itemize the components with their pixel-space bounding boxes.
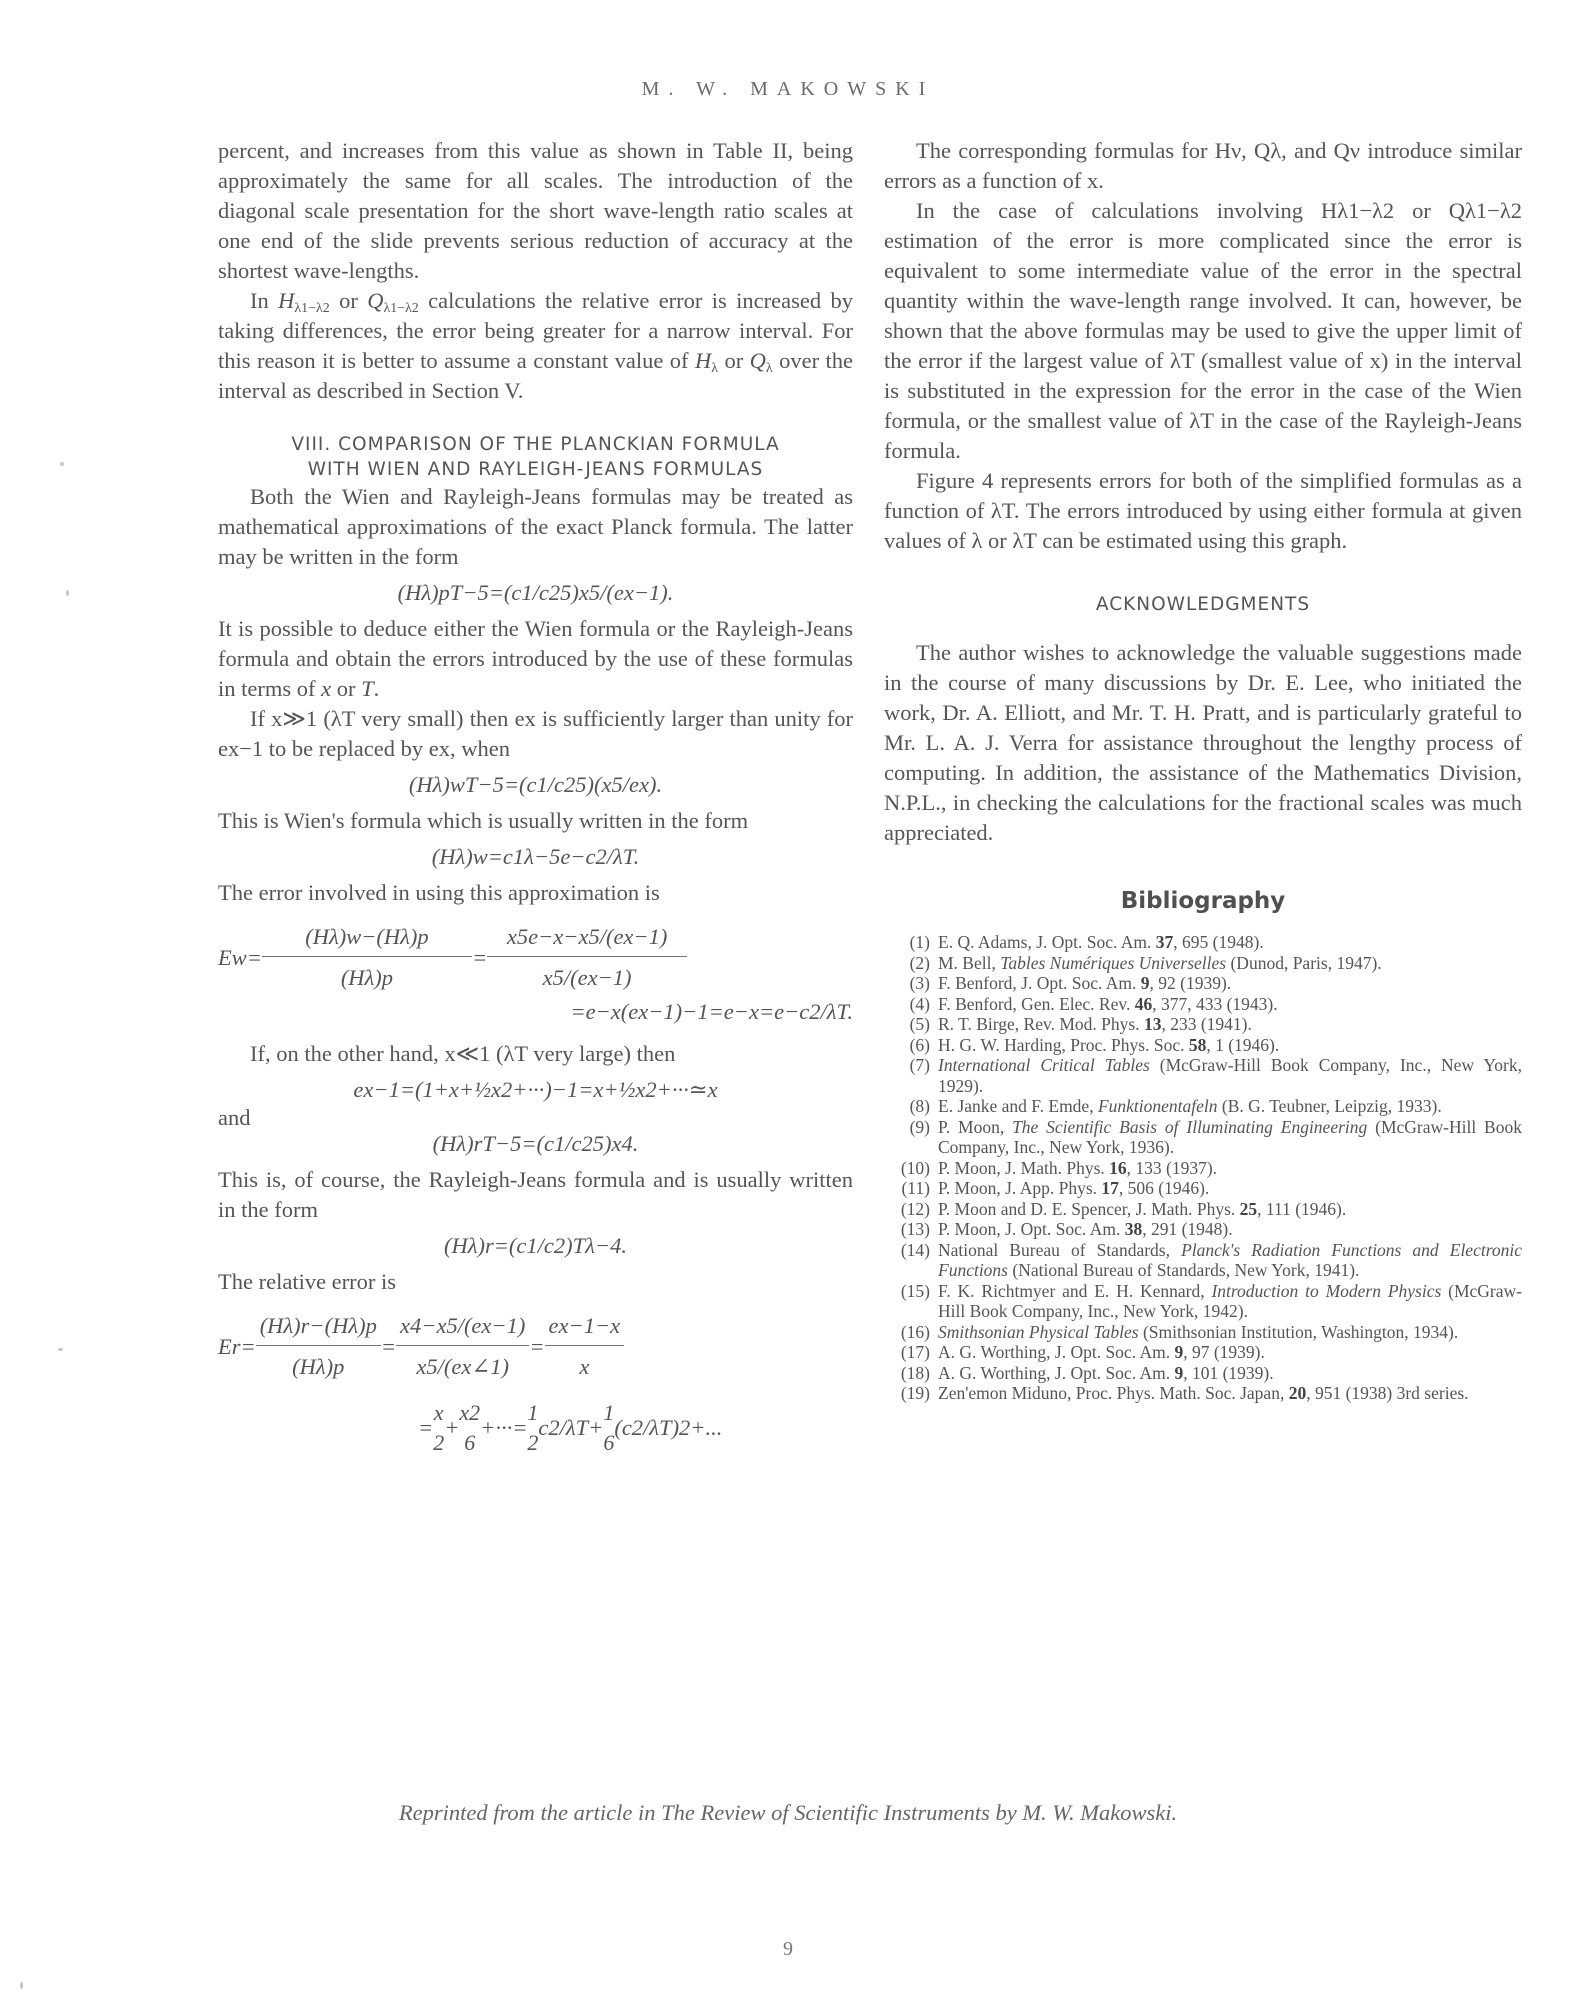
bibliography-item bbox=[884, 1240, 1522, 1281]
reference-number: (6) bbox=[909, 1034, 930, 1055]
text: or bbox=[331, 676, 362, 701]
reference-details: , 951 (1938) 3rd series. bbox=[1306, 1383, 1469, 1403]
equation-rj-2: (Hλ)r=(c1/c2)Tλ−4. bbox=[444, 1233, 627, 1258]
reference-details: , 101 (1939). bbox=[1183, 1362, 1274, 1383]
reference-details: , 92 (1939). bbox=[1149, 973, 1232, 993]
equation-rj-1: (Hλ)rT−5=(c1/c25)x4. bbox=[432, 1131, 639, 1156]
denominator: (Hλ)p bbox=[292, 1354, 345, 1379]
reference-text bbox=[938, 1342, 1522, 1363]
reference-number: (13) bbox=[900, 1219, 930, 1239]
reference-authors: Zen'emon Miduno, Proc. Phys. Math. Soc. Japan, bbox=[938, 1383, 1289, 1403]
reference-volume: 17 bbox=[1101, 1178, 1119, 1198]
reference-authors: F. K. Richtmyer and E. H. Kennard, bbox=[938, 1280, 1212, 1301]
math-sub: λ bbox=[711, 361, 718, 377]
math-var: H bbox=[278, 288, 295, 313]
paragraph: The relative error is bbox=[218, 1269, 397, 1294]
denominator: 6 bbox=[464, 1430, 476, 1455]
reference-text bbox=[938, 973, 1522, 994]
reference-title: Funktionentafeln bbox=[1097, 1096, 1218, 1116]
reference-text bbox=[938, 1096, 1522, 1117]
reference-authors: National Bureau of Standards, bbox=[938, 1239, 1182, 1260]
fraction bbox=[262, 922, 472, 993]
reference-title: Smithsonian Physical Tables bbox=[938, 1321, 1139, 1342]
reference-details: (McGraw-Hill Book Company, Inc., New York, 1929). bbox=[938, 1055, 1522, 1096]
fraction bbox=[459, 1398, 480, 1458]
fraction bbox=[527, 1398, 538, 1458]
denominator: 2 bbox=[433, 1430, 445, 1455]
reference-volume: 9 bbox=[1140, 973, 1150, 993]
equals-sign: = bbox=[418, 1415, 434, 1440]
numerator: x2 bbox=[459, 1400, 481, 1425]
right-column bbox=[884, 136, 1522, 1404]
reference-number: (12) bbox=[900, 1198, 930, 1219]
bibliography-item bbox=[884, 1322, 1522, 1343]
math-sub: λ bbox=[765, 361, 773, 377]
reference-text bbox=[938, 932, 1522, 953]
reference-authors: A. G. Worthing, J. Opt. Soc. Am. bbox=[938, 1342, 1175, 1362]
math-text: c2/λT+ bbox=[538, 1415, 604, 1440]
reference-text bbox=[938, 1055, 1522, 1096]
paragraph: Both the Wien and Rayleigh-Jeans formulas may be treated as mathematical approximations of the exact Planck formula. The latter may be written in the form bbox=[218, 484, 853, 569]
acknowledgments-heading: ACKNOWLEDGMENTS bbox=[1095, 594, 1311, 615]
denominator: 2 bbox=[527, 1430, 539, 1455]
reference-authors: H. G. W. Harding, Proc. Phys. Soc. bbox=[938, 1034, 1189, 1055]
paragraph bbox=[218, 614, 853, 704]
numerator: x5e−x−x5/(ex−1) bbox=[487, 922, 687, 957]
paragraph: and bbox=[218, 1105, 251, 1130]
bibliography-item bbox=[884, 1096, 1522, 1117]
reference-number: (2) bbox=[909, 952, 930, 973]
equation-rj-error-line2 bbox=[218, 1398, 853, 1458]
reference-volume: 9 bbox=[1174, 1362, 1184, 1383]
fraction bbox=[603, 1398, 614, 1458]
reference-details: (Dunod, Paris, 1947). bbox=[1226, 952, 1382, 973]
reference-volume: 38 bbox=[1124, 1219, 1143, 1239]
equation-wien-error bbox=[218, 922, 853, 993]
reference-number: (11) bbox=[901, 1178, 930, 1198]
reference-text bbox=[938, 1199, 1522, 1220]
reference-volume: 9 bbox=[1174, 1342, 1184, 1362]
reference-authors: R. T. Birge, Rev. Mod. Phys. bbox=[938, 1014, 1144, 1034]
reference-number: (8) bbox=[909, 1096, 930, 1116]
bibliography-item bbox=[884, 932, 1522, 953]
equals-sign: = bbox=[380, 1333, 397, 1359]
reference-volume: 13 bbox=[1143, 1014, 1162, 1034]
reference-details: , 133 (1937). bbox=[1126, 1157, 1218, 1178]
math-lhs: Ew= bbox=[218, 944, 262, 970]
bibliography-item bbox=[884, 1363, 1522, 1384]
numerator: ex−1−x bbox=[545, 1311, 625, 1346]
reference-number: (4) bbox=[909, 993, 930, 1014]
reference-number: (1) bbox=[909, 932, 930, 952]
reference-text bbox=[938, 1158, 1522, 1179]
reference-authors: P. Moon, J. Opt. Soc. Am. bbox=[938, 1219, 1125, 1239]
fraction bbox=[256, 1311, 381, 1382]
text: It is possible to deduce either the Wien formula or the Rayleigh-Jeans formula and obtain the errors introduced by the use of these formulas in terms of bbox=[218, 616, 853, 701]
equation-series: ex−1=(1+x+½x2+···)−1=x+½x2+···≃x bbox=[353, 1077, 718, 1102]
reference-text bbox=[938, 1322, 1522, 1343]
reference-details: , 1 (1946). bbox=[1206, 1034, 1280, 1055]
scan-speck bbox=[20, 1982, 23, 1989]
math-var: H bbox=[694, 348, 712, 373]
denominator: (Hλ)p bbox=[340, 965, 394, 990]
paragraph: This is Wien's formula which is usually written in the form bbox=[218, 808, 749, 833]
paragraph: If x≫1 (λT very small) then ex is sufficiently larger than unity for ex−1 to be replaced by ex, when bbox=[218, 706, 853, 761]
reference-authors: P. Moon, J. Math. Phys. bbox=[938, 1157, 1110, 1178]
reference-title: Tables Numériques Universelles bbox=[1000, 952, 1227, 973]
reference-text bbox=[938, 1219, 1522, 1240]
reference-details: , 233 (1941). bbox=[1161, 1014, 1252, 1034]
reference-details: (National Bureau of Standards, New York, 1941). bbox=[1008, 1260, 1360, 1280]
reference-number: (14) bbox=[900, 1239, 930, 1260]
acknowledgments-text: The author wishes to acknowledge the valuable suggestions made in the course of many discussions by Dr. E. Lee, who initiated the work, Dr. A. Elliott, and Mr. T. H. Pratt, and is particularly grateful to Mr. L. A. J. Verra for assistance throughout the lengthy process of computing. In addition, the assistance of the Mathematics Division, N.P.L., in checking the calculations for the fractional scales was much appreciated. bbox=[884, 640, 1522, 845]
math-var: T bbox=[361, 676, 374, 701]
reference-text bbox=[938, 1035, 1522, 1056]
paragraph bbox=[218, 286, 853, 406]
reference-text bbox=[938, 994, 1522, 1015]
reference-number: (15) bbox=[900, 1280, 930, 1301]
reference-number: (17) bbox=[900, 1342, 930, 1362]
reference-text bbox=[938, 953, 1522, 974]
reference-volume: 58 bbox=[1188, 1034, 1207, 1055]
paragraph: This is, of course, the Rayleigh-Jeans formula and is usually written in the form bbox=[218, 1167, 853, 1222]
numerator: 1 bbox=[527, 1400, 539, 1425]
reference-authors: A. G. Worthing, J. Opt. Soc. Am. bbox=[938, 1362, 1175, 1383]
reference-details: , 506 (1946). bbox=[1118, 1178, 1210, 1198]
reference-text bbox=[938, 1178, 1522, 1199]
reference-text bbox=[938, 1240, 1522, 1281]
reference-title: The Scientific Basis of Illuminating Engineering bbox=[1012, 1116, 1368, 1137]
paragraph: The error involved in using this approximation is bbox=[218, 880, 660, 905]
denominator: 6 bbox=[603, 1430, 615, 1455]
reference-authors: P. Moon, J. App. Phys. bbox=[938, 1178, 1102, 1198]
bibliography-item bbox=[884, 1014, 1522, 1035]
scan-speck bbox=[66, 590, 69, 596]
fraction bbox=[396, 1311, 529, 1382]
bibliography-item bbox=[884, 1178, 1522, 1199]
equation-wien-2: (Hλ)w=c1λ−5e−c2/λT. bbox=[431, 844, 640, 869]
section-heading: VIII. COMPARISON OF THE PLANCKIAN FORMULA bbox=[291, 434, 780, 455]
equals-sign: = bbox=[471, 944, 488, 970]
reference-details: (McGraw-Hill Book Company, Inc., New York, 1936). bbox=[938, 1116, 1522, 1157]
footer-note: Reprinted from the article in The Review of Scientific Instruments by M. W. Makowski. bbox=[398, 1800, 1178, 1825]
numerator: x bbox=[433, 1400, 444, 1425]
numerator: (Hλ)r−(Hλ)p bbox=[256, 1311, 381, 1346]
text: or bbox=[718, 348, 750, 373]
text: In bbox=[250, 288, 279, 313]
reference-title: International Critical Tables bbox=[938, 1055, 1150, 1075]
reference-volume: 37 bbox=[1155, 932, 1174, 952]
reference-number: (16) bbox=[900, 1321, 930, 1342]
reference-number: (3) bbox=[909, 973, 930, 993]
reference-number: (19) bbox=[900, 1383, 930, 1403]
reference-text bbox=[938, 1363, 1522, 1384]
reference-authors: F. Benford, J. Opt. Soc. Am. bbox=[938, 973, 1141, 993]
math-text: +···= bbox=[480, 1415, 528, 1440]
page-number: 9 bbox=[783, 1938, 793, 1960]
bibliography-item bbox=[884, 1383, 1522, 1404]
fraction bbox=[433, 1398, 444, 1458]
reference-details: , 695 (1948). bbox=[1173, 932, 1264, 952]
bibliography-item bbox=[884, 1117, 1522, 1158]
math-sub: λ1−λ2 bbox=[294, 301, 330, 317]
reference-details: (Smithsonian Institution, Washington, 1934). bbox=[1138, 1321, 1459, 1342]
reference-authors: P. Moon and D. E. Spencer, J. Math. Phys. bbox=[938, 1198, 1240, 1219]
bibliography-item bbox=[884, 1158, 1522, 1179]
denominator: x bbox=[579, 1354, 590, 1379]
reference-title: Planck's Radiation Functions and Electronic Functions bbox=[938, 1239, 1522, 1280]
reference-number: (5) bbox=[909, 1014, 930, 1034]
bibliography-heading: Bibliography bbox=[1120, 888, 1286, 914]
math-sub: λ1−λ2 bbox=[383, 301, 419, 317]
reference-volume: 20 bbox=[1288, 1383, 1307, 1403]
section-heading: WITH WIEN AND RAYLEIGH-JEANS FORMULAS bbox=[307, 459, 764, 480]
bibliography-item bbox=[884, 1055, 1522, 1096]
text: over the interval as described in Section V. bbox=[218, 348, 853, 403]
reference-text bbox=[938, 1383, 1522, 1404]
scan-speck bbox=[60, 462, 64, 466]
reference-authors: E. Q. Adams, J. Opt. Soc. Am. bbox=[938, 932, 1156, 952]
bibliography-item bbox=[884, 1035, 1522, 1056]
paragraph: Figure 4 represents errors for both of the simplified formulas as a function of λT. The errors introduced by using either formula at given values of λ or λT can be estimated using this graph. bbox=[884, 468, 1522, 553]
equation-planck: (Hλ)pT−5=(c1/c25)x5/(ex−1). bbox=[397, 580, 674, 605]
bibliography-item bbox=[884, 1342, 1522, 1363]
math-lhs: Er= bbox=[218, 1333, 256, 1359]
paragraph: percent, and increases from this value as shown in Table II, being approximately the same for all scales. The introduction of the diagonal scale presentation for the short wave-length ratio scales at one end of the slide prevents serious reduction of accuracy at the shortest wave-lengths. bbox=[218, 138, 853, 283]
reference-number: (7) bbox=[909, 1055, 930, 1075]
denominator: x5/(ex∠1) bbox=[416, 1354, 509, 1379]
text: . bbox=[373, 676, 380, 701]
reference-text bbox=[938, 1281, 1522, 1322]
reference-text bbox=[938, 1117, 1522, 1158]
reference-number: (9) bbox=[909, 1116, 930, 1137]
math-text: (c2/λT)2+... bbox=[614, 1415, 723, 1440]
equals-sign: = bbox=[529, 1333, 545, 1359]
paragraph: If, on the other hand, x≪1 (λT very large) then bbox=[250, 1041, 676, 1066]
math-var: Q bbox=[367, 288, 384, 313]
math-var: x bbox=[321, 676, 332, 701]
bibliography-item bbox=[884, 1281, 1522, 1322]
fraction bbox=[545, 1311, 625, 1382]
reference-details: , 97 (1939). bbox=[1183, 1342, 1265, 1362]
reference-number: (18) bbox=[900, 1362, 930, 1383]
paragraph: The corresponding formulas for Hν, Qλ, and Qν introduce similar errors as a function of x. bbox=[884, 138, 1522, 193]
numerator: 1 bbox=[603, 1400, 615, 1425]
bibliography-item bbox=[884, 953, 1522, 974]
bibliography-item bbox=[884, 1199, 1522, 1220]
reference-details: (McGraw-Hill Book Company, Inc., New York, 1942). bbox=[938, 1280, 1522, 1321]
reference-title: Introduction to Modern Physics bbox=[1211, 1280, 1442, 1301]
reference-details: , 377, 433 (1943). bbox=[1152, 993, 1278, 1014]
scan-speck bbox=[58, 1348, 63, 1351]
bibliography-item bbox=[884, 994, 1522, 1015]
reference-authors: M. Bell, bbox=[938, 952, 1001, 973]
reference-details: , 291 (1948). bbox=[1142, 1219, 1233, 1239]
reference-details: (B. G. Teubner, Leipzig, 1933). bbox=[1217, 1096, 1442, 1116]
equation-wien-error-line2: =e−x(ex−1)−1=e−x=e−c2/λT. bbox=[570, 999, 853, 1024]
denominator: x5/(ex−1) bbox=[542, 965, 632, 990]
numerator: x4−x5/(ex−1) bbox=[396, 1311, 529, 1346]
equation-rj-error bbox=[218, 1311, 853, 1382]
reference-details: , 111 (1946). bbox=[1257, 1198, 1347, 1219]
running-head: M. W. MAKOWSKI bbox=[641, 78, 935, 100]
left-column bbox=[218, 136, 853, 1458]
reference-number: (10) bbox=[900, 1157, 930, 1178]
paragraph: In the case of calculations involving Hλ1−λ2 or Qλ1−λ2 estimation of the error is more complicated since the error is equivalent to some intermediate value of the error in the spectral quantity within the wave-length range involved. It can, however, be shown that the above formulas may be used to give the upper limit of the error if the largest value of λT (smallest value of x) in the interval is substituted in the expression for the error in the case of the Wien formula, or the smallest value of λT in the case of the Rayleigh-Jeans formula. bbox=[884, 198, 1522, 463]
text: or bbox=[329, 288, 368, 313]
reference-text bbox=[938, 1014, 1522, 1035]
fraction bbox=[487, 922, 687, 993]
equation-wien-1: (Hλ)wT−5=(c1/c25)(x5/ex). bbox=[408, 772, 663, 797]
numerator: (Hλ)w−(Hλ)p bbox=[262, 922, 472, 957]
text: calculations the relative error is increased by taking differences, the error being greater for a narrow interval. For this reason it is better to assume a constant value of bbox=[218, 288, 853, 373]
bibliography-list bbox=[884, 932, 1522, 1404]
reference-authors: P. Moon, bbox=[938, 1116, 1013, 1137]
reference-volume: 25 bbox=[1239, 1198, 1258, 1219]
reference-authors: F. Benford, Gen. Elec. Rev. bbox=[938, 993, 1135, 1014]
plus-sign: + bbox=[444, 1415, 460, 1440]
bibliography-item bbox=[884, 1219, 1522, 1240]
math-var: Q bbox=[749, 348, 766, 373]
reference-volume: 16 bbox=[1109, 1157, 1127, 1178]
bibliography-item bbox=[884, 973, 1522, 994]
reference-authors: E. Janke and F. Emde, bbox=[938, 1096, 1098, 1116]
reference-volume: 46 bbox=[1134, 993, 1153, 1014]
